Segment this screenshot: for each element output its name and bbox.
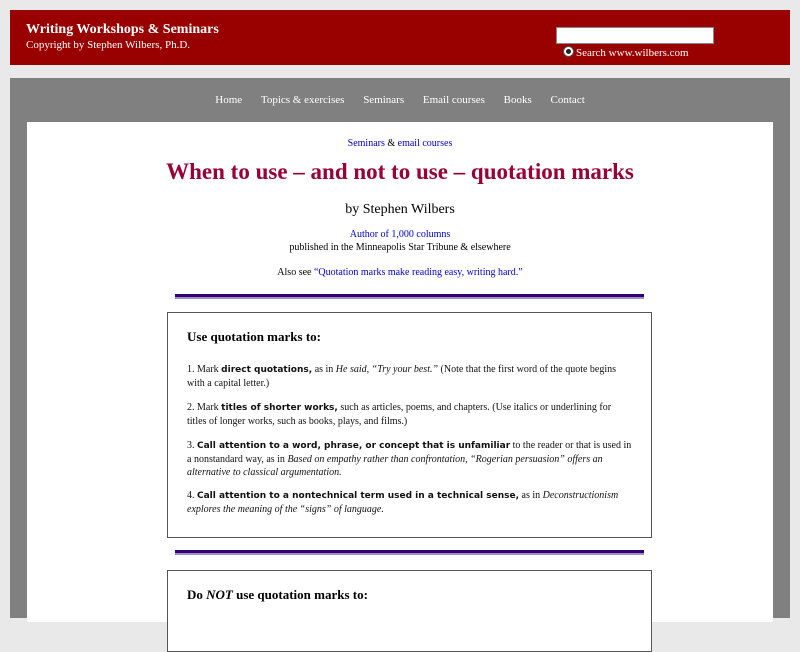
- item-number: 3.: [187, 440, 197, 451]
- do-not-use-quotation-box: [167, 570, 652, 652]
- item-number: 4.: [187, 490, 197, 501]
- site-title[interactable]: Writing Workshops & Seminars: [26, 22, 219, 37]
- radio-selected-dot: [566, 49, 571, 54]
- also-see-prefix: Also see: [277, 267, 314, 278]
- section-divider: [175, 550, 644, 556]
- heading-emphasis: NOT: [206, 587, 233, 602]
- nav-home[interactable]: Home: [215, 94, 243, 106]
- item-text: to the reader or that is used in a nonstandard way, as in: [187, 440, 632, 465]
- item-number: 1. Mark: [187, 364, 222, 375]
- search-site-label[interactable]: Search www.wilbers.com: [576, 47, 689, 59]
- nav-email-courses[interactable]: Email courses: [422, 94, 485, 106]
- section-divider: [175, 294, 644, 300]
- article-page: [27, 122, 773, 622]
- item-bold-text: Call attention to a word, phrase, or concept that is unfamiliar: [197, 441, 511, 451]
- seminars-link[interactable]: Seminars: [347, 138, 385, 149]
- main-nav: [10, 94, 790, 106]
- page-title: When to use – and not to use – quotation marks: [166, 159, 634, 184]
- search-input[interactable]: [556, 27, 714, 44]
- author-columns-link[interactable]: Author of 1,000 columns: [349, 229, 451, 240]
- top-links: [27, 138, 773, 149]
- site-header: [10, 10, 790, 65]
- nav-topics-exercises[interactable]: Topics & exercises: [260, 94, 345, 106]
- nav-contact[interactable]: Contact: [550, 94, 585, 106]
- heading-suffix: use quotation marks to:: [232, 587, 368, 602]
- item-bold-text: titles of shorter works,: [221, 403, 338, 413]
- published-note: published in the Minneapolis Star Tribune & elsewhere: [289, 242, 511, 253]
- item-example: Deconstructionism explores the meaning of the “signs” of language.: [187, 490, 619, 515]
- list-item: [187, 489, 633, 516]
- search-radio-button[interactable]: [563, 46, 574, 57]
- also-see-line: [27, 267, 773, 278]
- item-bold-text: Call attention to a nontechnical term used in a technical sense,: [197, 491, 520, 501]
- item-bold-text: direct quotations,: [221, 365, 313, 375]
- item-text: such as articles, poems, and chapters. (Use italics or underlining for titles of longer works, such as books, plays, and films.): [187, 402, 612, 427]
- list-item: [187, 439, 633, 479]
- box-heading: Use quotation marks to:: [187, 329, 321, 344]
- item-text: as in: [519, 490, 543, 501]
- divider-line-light: [175, 297, 644, 299]
- item-example: Based on empathy rather than confrontation, “Rogerian persuasion” offers an alternative to classical argumentation.: [187, 454, 603, 478]
- related-article-link[interactable]: “Quotation marks make reading easy, writing hard.”: [313, 267, 523, 278]
- divider-line-light: [175, 553, 644, 555]
- item-number: 2. Mark: [187, 402, 222, 413]
- author-line: [27, 229, 773, 240]
- nav-seminars[interactable]: Seminars: [363, 94, 405, 106]
- item-text: as in: [312, 364, 336, 375]
- email-courses-link[interactable]: email courses: [397, 138, 453, 149]
- list-item: [187, 401, 633, 428]
- content-wrapper: [10, 78, 790, 618]
- item-example: He said, “Try your best.”: [335, 364, 439, 375]
- item-note: (Note that the first word of the quote begins with a capital letter.): [187, 364, 617, 389]
- copyright-text: Copyright by Stephen Wilbers, Ph.D.: [26, 39, 191, 51]
- ampersand: &: [384, 138, 398, 149]
- list-item: [187, 363, 633, 390]
- heading-prefix: Do: [187, 587, 207, 602]
- use-quotation-box: [167, 312, 652, 538]
- box-heading: [187, 587, 368, 603]
- nav-books[interactable]: Books: [503, 94, 532, 106]
- byline: by Stephen Wilbers: [345, 202, 455, 217]
